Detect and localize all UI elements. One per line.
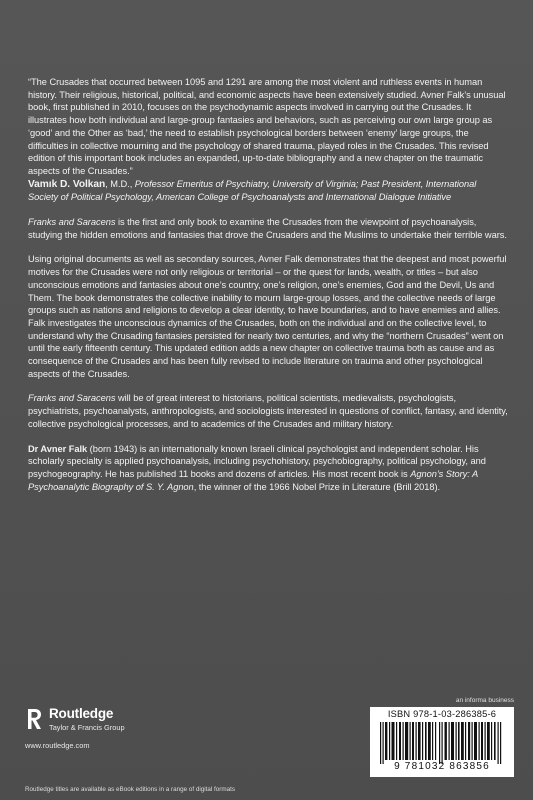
barcode-digits: 9 781032 863856 <box>394 761 490 772</box>
endorser-degree: , M.D., <box>105 178 133 189</box>
description-paragraph-3: Franks and Saracens will be of great interest to historians, political scientists, medievalists, psychologists, psychiatrists, psychoanalysts, anthropologists, and sociologists interested in questions of conflict, fantasy, and identity, collective psychological processes, and to academics of the Crusades and military history. <box>28 393 508 429</box>
barcode-block <box>370 697 514 777</box>
book-title: Franks and Saracens <box>28 393 116 404</box>
publisher-block <box>25 706 225 758</box>
publisher-url: www.routledge.com <box>25 741 90 750</box>
isbn-text: ISBN 978-1-03-286385-6 <box>387 709 497 719</box>
publisher-group: Taylor & Francis Group <box>49 723 125 732</box>
publisher-name: Routledge <box>49 706 114 721</box>
endorser-credentials: Professor Emeritus of Psychiatry, University of Virginia; Past President, International Society of Political Psychology, American College of Psychoanalysts and International Dialogue Initiative <box>28 178 477 203</box>
book-title: Franks and Saracens <box>28 217 116 228</box>
barcode-bars <box>378 722 506 764</box>
recent-book-title: Agnon’s Story: A Psychoanalytic Biography of S. Y. Agnon <box>28 468 478 492</box>
routledge-logo-icon <box>25 708 43 730</box>
description-paragraph-1: Franks and Saracens is the first and only book to examine the Crusades from the viewpoint of psychoanalysis, studying the hidden emotions and fantasies that drove the Crusaders and the Muslims to undertake their terrible wars. <box>28 217 507 240</box>
description-paragraph-2: Using original documents as well as secondary sources, Avner Falk demonstrates that the deepest and most powerful motives for the Crusades were not only religious or territorial – or the quest for lands, wealth, or titles – but also unconscious emotions and fantasies about one’s country, one’s religion, one’s enemies, God and the Devil, Us and Them. The book demonstrates the collective inability to mourn large-group losses, and the collective needs of large groups such as nations and religions to develop a clear identity, to have boundaries, and to have enemies and allies. Falk investigates the unconscious dynamics of the Crusades, both on the individual and on the collective level, to understand why the Crusading fantasies persisted for nearly two centuries, and why the “northern Crusades” went on until the early fifteenth century. This updated edition adds a new chapter on collective trauma both as cause and as consequence of the Crusades and has been fully revised to include literature on trauma and other psychological aspects of the Crusades. <box>28 254 507 379</box>
ebook-note: Routledge titles are available as eBook editions in a range of digital formats <box>25 786 236 793</box>
cover-text <box>28 76 508 505</box>
author-bio: Dr Avner Falk (born 1943) is an internationally known Israeli clinical psychologist and independent scholar. His scholarly specialty is applied psychoanalysis, including psychohistory, psychobiography, political psychology, and psychogeography. He has published 11 books and dozens of articles. His most recent book is Agnon’s Story: A Psychoanalytic Biography of S. Y. Agnon, the winner of the 1966 Nobel Prize in Literature (Brill 2018). <box>28 443 486 492</box>
author-name: Dr Avner Falk <box>28 443 88 454</box>
barcode-box <box>370 707 514 777</box>
endorsement-quote: “The Crusades that occurred between 1095 and 1291 are among the most violent and ruthless events in human history. Their religious, historical, political, and economic aspects have been extensively studied. Avner Falk’s unusual book, first published in 2010, focuses on the psychodynamic aspects involved in carrying out the Crusades. It illustrates how both individual and large-group fantasies and behaviors, such as perceiving our own large group as ‘good’ and the Other as ‘bad,’ the need to establish psychological borders between ‘enemy’ large groups, the difficulties in collective mourning and the psychology of shared trauma, played roles in the Crusades. This revised edition of this important book includes an expanded, up-to-date bibliography and a new chapter on the traumatic aspects of the Crusades.” <box>28 77 506 176</box>
endorsement-attribution <box>28 178 508 204</box>
endorser-name: Vamık D. Volkan <box>28 178 106 190</box>
informa-label: an informa business <box>455 697 514 704</box>
